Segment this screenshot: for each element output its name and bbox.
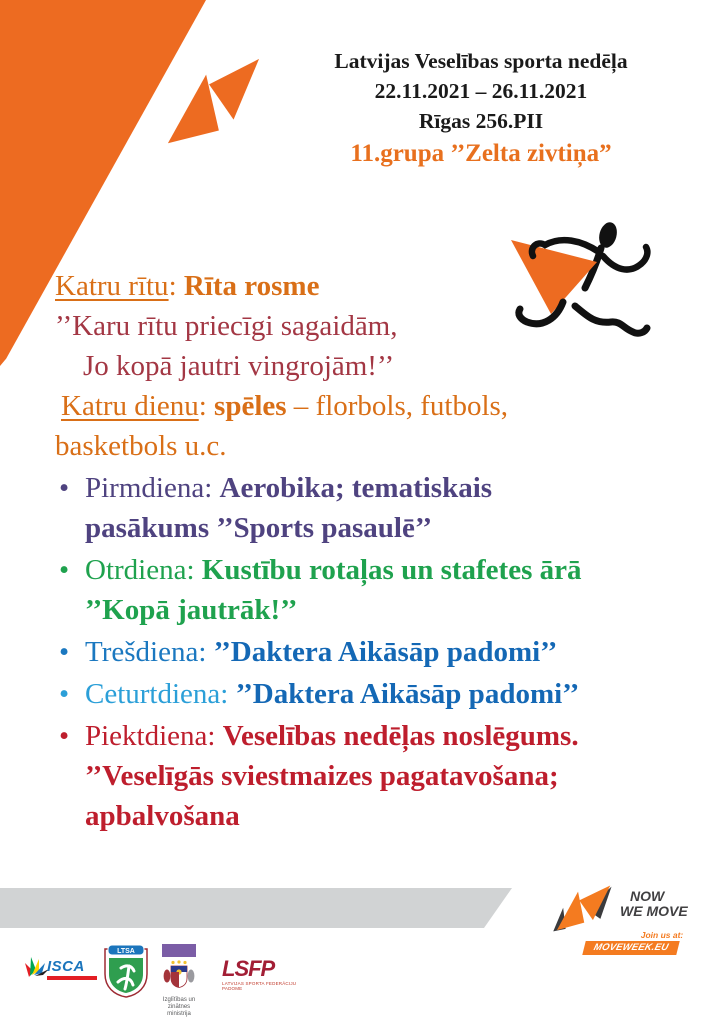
bullet-icon: •: [59, 472, 70, 504]
ministry-purple-flag: [162, 944, 196, 957]
bullet-icon: •: [59, 554, 70, 586]
colon-separator: :: [220, 678, 236, 710]
daily-label: Katru dienu: [61, 390, 199, 422]
ltsa-shield-icon: [103, 942, 149, 1000]
activity-text: ’’Daktera Aikāsāp padomi’’: [213, 636, 558, 668]
schedule-item-friday: [55, 716, 703, 836]
day-label: Trešdiena: [85, 636, 199, 668]
day-label: Pirmdiena: [85, 472, 205, 504]
morning-label: Katru rītu: [55, 270, 169, 302]
poster-header: [266, 46, 696, 170]
now-we-move-logo: [550, 882, 724, 962]
activity-text: Aerobika; tematiskais: [219, 472, 493, 504]
colon-separator: :: [204, 472, 220, 504]
nwm-wordmark: [620, 889, 688, 919]
ministry-logo: [158, 944, 200, 1018]
quote-line-1: ’’Karu rītu priecīgi sagaidām,: [55, 310, 398, 342]
bullet-icon: •: [59, 636, 70, 668]
colon-separator: :: [198, 636, 214, 668]
nwm-join-us-label: Join us at:: [640, 930, 684, 940]
activity-text: ’’Kopā jautrāk!’’: [85, 594, 298, 626]
ministry-caption: Izglītības un zinātnes ministrija: [162, 997, 196, 1017]
lsfp-logo: [222, 958, 306, 991]
quote-line-2: Jo kopā jautri vingrojām!’’: [83, 350, 395, 382]
activity-text: ’’Daktera Aikāsāp padomi’’: [235, 678, 580, 710]
colon-separator: :: [168, 270, 184, 302]
header-title: Latvijas Veselības sporta nedēļa: [334, 49, 628, 73]
header-group-title: 11.grupa ’’Zelta zivtiņa”: [350, 140, 612, 167]
latvia-coat-of-arms-icon: [162, 960, 196, 990]
weekly-schedule-list: [55, 468, 703, 836]
schedule-item-thursday: [55, 674, 703, 714]
nwm-text-now: NOW: [630, 888, 665, 904]
nwm-arrow-icon: [552, 884, 614, 934]
schedule-item-monday: [55, 468, 703, 548]
partner-logos: [0, 938, 330, 1018]
colon-separator: :: [186, 554, 202, 586]
day-label: Piektdiena: [85, 720, 208, 752]
ltsa-name: LTSA: [117, 948, 135, 955]
activity-text: Veselības nedēļas noslēgums.: [222, 720, 579, 752]
bullet-icon: •: [59, 720, 70, 752]
ltsa-logo: [103, 942, 149, 1000]
day-label: Otrdiena: [85, 554, 187, 586]
bullet-icon: •: [59, 678, 70, 710]
morning-routine-line: [55, 266, 703, 306]
activity-text: ’’Veselīgās sviestmaizes pagatavošana;: [85, 760, 559, 792]
gray-band-decoration: [0, 888, 512, 928]
colon-separator: :: [198, 390, 215, 422]
poster-body: [55, 266, 703, 836]
colon-separator: :: [207, 720, 223, 752]
nwm-moveweek-banner: [582, 941, 679, 955]
header-dates: 22.11.2021 – 26.11.2021: [374, 79, 588, 103]
schedule-item-tuesday: [55, 550, 703, 630]
isca-caption-strip: [47, 976, 97, 980]
activity-text: pasākums ’’Sports pasaulē’’: [85, 512, 432, 544]
header-location: Rīgas 256.PII: [418, 109, 544, 133]
isca-logo: [25, 955, 97, 987]
daily-games-continuation: basketbols u.c.: [55, 430, 227, 462]
isca-name: ISCA: [47, 958, 85, 975]
daily-rest: – florbols, futbols,: [286, 390, 509, 422]
activity-text: apbalvošana: [85, 800, 240, 832]
morning-value: Rīta rosme: [183, 270, 320, 302]
lsfp-caption: LATVIJAS SPORTA FEDERĀCIJU PADOME: [222, 981, 297, 991]
day-label: Ceturtdiena: [85, 678, 221, 710]
nwm-site-label: MOVEWEEK.EU: [592, 942, 670, 953]
moveweek-bird-icon: [163, 55, 261, 153]
daily-value: spēles: [214, 390, 287, 422]
activity-text: Kustību rotaļas un stafetes ārā: [201, 554, 582, 586]
lsfp-name: LSFP: [222, 956, 275, 981]
nwm-text-we-move: WE MOVE: [620, 903, 688, 919]
daily-games-line: [55, 386, 703, 426]
schedule-item-wednesday: [55, 632, 703, 672]
